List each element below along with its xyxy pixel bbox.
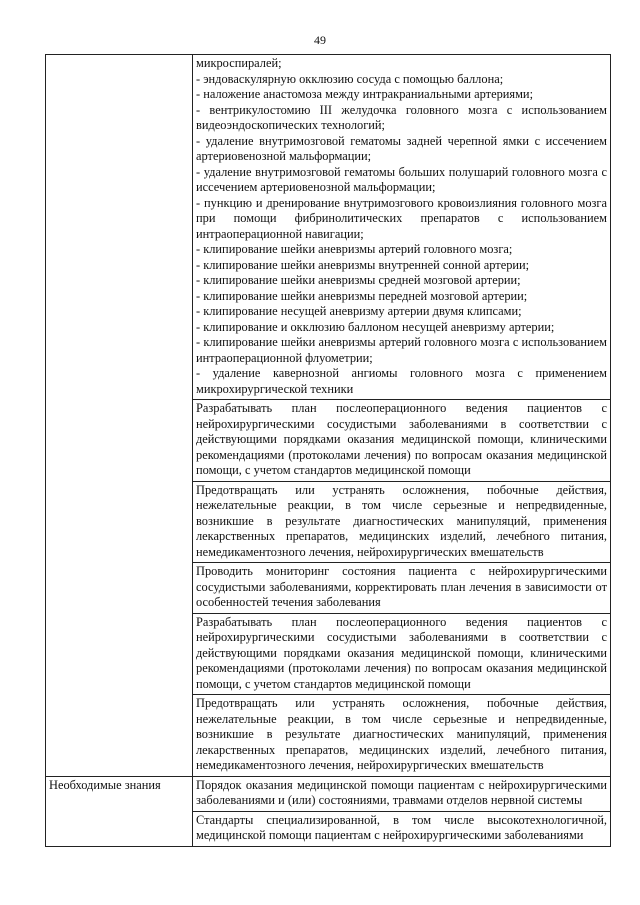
list-item: - клипирование шейки аневризмы артерий головного мозга; (196, 242, 513, 256)
knowledge-cell: Стандарты специализированной, в том числе высокотехнологичной, медицинской помощи пациентам с нейрохирургическими заболеваниями (193, 811, 611, 846)
left-cell-empty (46, 55, 193, 777)
list-item: - удаление кавернозной ангиомы головного мозга с применением микрохирургической техники (196, 366, 607, 396)
list-item: - удаление внутримозговой гематомы больших полушарий головного мозга с иссечением артериовенозной мальформации; (196, 164, 607, 194)
table-row (46, 55, 611, 400)
page-number: 49 (314, 33, 326, 47)
list-item: - вентрикулостомию III желудочка головного мозга с использованием видеоэндоскопических технологий; (196, 102, 607, 132)
list-item: - пункцию и дренирование внутримозгового кровоизлияния головного мозга при помощи фибринолитических препаратов с использованием интраоперационной навигации; (196, 195, 607, 241)
procedures-list (196, 56, 607, 397)
knowledge-cell: Порядок оказания медицинской помощи пациентам с нейрохирургическими заболеваниями и (или) состояниями, травмами отделов нервной системы (193, 776, 611, 811)
list-item: - клипирование несущей аневризму артерии двумя клипсами; (196, 304, 522, 318)
list-item: - клипирование шейки аневризмы артерий головного мозга с использованием интраоперационной флуометрии; (196, 335, 607, 365)
list-item: - клипирование и окклюзию баллоном несущей аневризму артерии; (196, 319, 555, 334)
skill-cell: Проводить мониторинг состояния пациента с нейрохирургическими сосудистыми заболеваниями, корректировать план лечения в зависимости от особенностей течения заболевания (193, 563, 611, 614)
list-item: - наложение анастомоза между интракраниальными артериями; (196, 87, 534, 101)
skill-cell: Предотвращать или устранять осложнения, побочные действия, нежелательные реакции, в том числе серьезные и непредвиденные, возникшие в результате диагностических манипуляций, применения лекарственных препаратов, медицинских изделий, лечебного питания, немедикаментозного лечения, нейрохирургических вмешательств (193, 695, 611, 777)
list-item: - клипирование шейки аневризмы средней мозговой артерии; (196, 273, 521, 287)
skill-cell: Разрабатывать план послеоперационного ведения пациентов с нейрохирургическими сосудистыми заболеваниями в соответствии с действующими порядками оказания медицинской помощи, клиническими рекомендациями (протоколами лечения) по вопросам оказания медицинской помощи, с учетом стандартов медицинской помощи (193, 400, 611, 482)
list-item: микроспиралей; (196, 56, 282, 70)
list-item: - клипирование шейки аневризмы передней мозговой артерии; (196, 288, 528, 303)
procedures-cell (193, 55, 611, 400)
knowledge-label: Необходимые знания (46, 776, 193, 846)
skill-cell: Предотвращать или устранять осложнения, побочные действия, нежелательные реакции, в том числе серьезные и непредвиденные, возникшие в результате диагностических манипуляций, применения лекарственных препаратов, медицинских изделий, лечебного питания, немедикаментозного лечения, нейрохирургических вмешательств (193, 481, 611, 563)
skill-cell: Разрабатывать план послеоперационного ведения пациентов с нейрохирургическими сосудистыми заболеваниями в соответствии с действующими порядками оказания медицинской помощи, клиническими рекомендациями (протоколами лечения) по вопросам оказания медицинской помощи, с учетом стандартов медицинской помощи (193, 613, 611, 695)
list-item: - эндоваскулярную окклюзию сосуда с помощью баллона; (196, 71, 504, 86)
competency-table (45, 54, 611, 847)
list-item: - удаление внутримозговой гематомы задней черепной ямки с иссечением артериовенозной мальформации; (196, 133, 607, 163)
list-item: - клипирование шейки аневризмы внутренней сонной артерии; (196, 257, 530, 272)
table-row (46, 776, 611, 811)
